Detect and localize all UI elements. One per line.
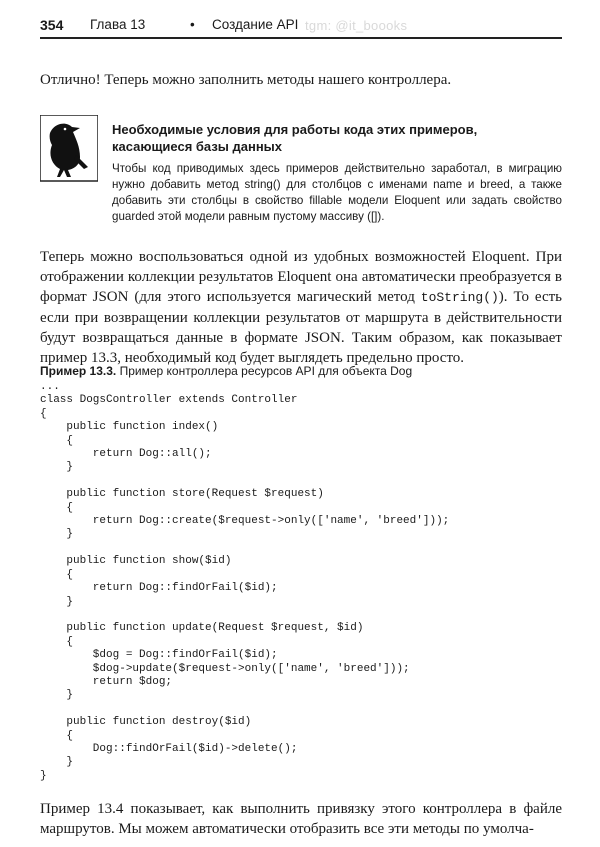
header-rule <box>40 37 562 39</box>
paragraph-text: ). То есть если при возвращении коллекции результатов от маршрута в действительности будут возвращаться данные в формате JSON. Таким образом, как показывает пример 13.3, необходимый код будет выглядеть предельно просто. <box>40 289 562 366</box>
inline-code: toString() <box>420 290 499 305</box>
page-number: 354 <box>40 17 64 33</box>
note-title-line: касающиеся базы данных <box>112 139 283 154</box>
note-title-line: Необходимые условия для работы кода этих примеров, <box>112 122 478 137</box>
note-body: Чтобы код приводимых здесь примеров действительно заработал, в миграцию нужно добавить метод string() для столбцов с именами name и breed, а также добавить эти столбцы в свойство fillable модели Eloquent или задать свойство guarded этой модели равным пустому массиву ([]). <box>112 162 562 223</box>
crow-icon <box>40 115 98 185</box>
intro-paragraph: Отлично! Теперь можно заполнить методы нашего контроллера. <box>40 72 452 88</box>
code-listing: ... class DogsController extends Controller { public function index() { return Dog::all(); } public function store(Request $request) { return Dog::create($request->only(['name', 'breed'])); } public function show($id) { return Dog::findOrFail($id); } public function update(Request $request, $id) { $dog = Dog::findOrFail($id); $dog->update($request->only(['name', 'breed'])); return $dog; } public function destroy($id) { Dog::findOrFail($id)->delete(); } } <box>40 381 450 782</box>
note-title <box>112 121 562 155</box>
section-title: Создание API <box>212 17 299 32</box>
listing-caption <box>40 364 560 378</box>
paragraph-text: Теперь можно воспользоваться одной из удобных возможностей Eloquent. При отображении коллекции результатов Eloquent она автоматически преобразуется в формат JSON (для этого используется магический метод <box>40 249 562 305</box>
watermark: tgm: @it_boooks <box>305 18 408 33</box>
chapter-label: Глава 13 <box>90 17 146 32</box>
header-bullet: • <box>190 17 195 32</box>
paragraph-routes: Пример 13.4 показывает, как выполнить привязку этого контроллера в файле маршрутов. Мы можем автоматически отобразить все эти методы по умолча- <box>40 801 562 837</box>
listing-title: Пример контроллера ресурсов API для объекта Dog <box>119 364 413 378</box>
listing-label: Пример 13.3. <box>40 364 117 378</box>
note-box <box>40 115 562 225</box>
paragraph-eloquent <box>40 247 562 368</box>
running-header <box>40 14 560 38</box>
